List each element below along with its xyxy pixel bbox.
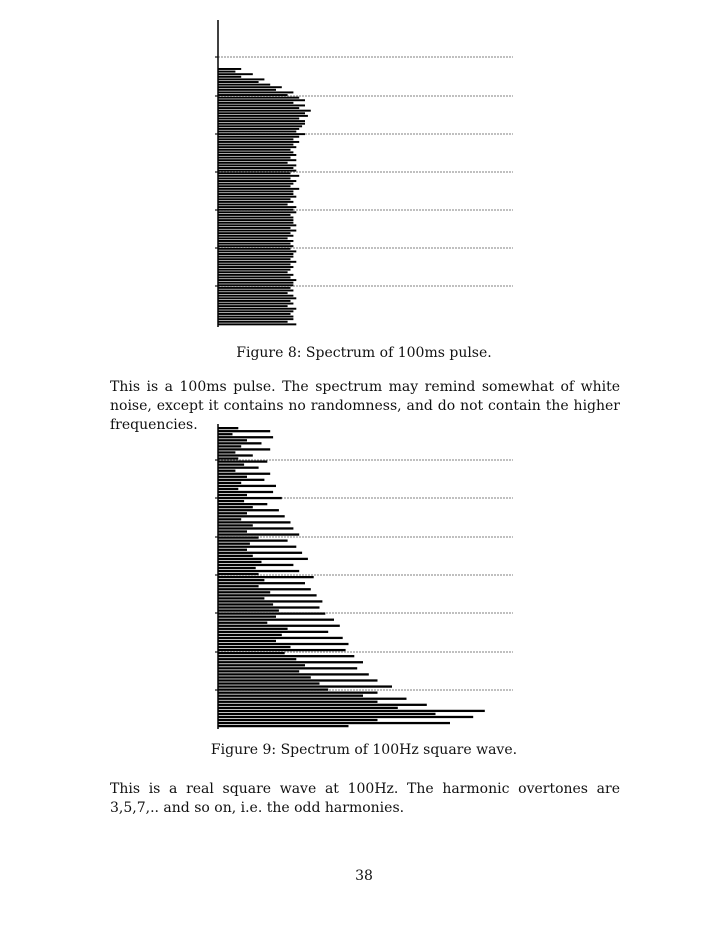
spectrum-bar xyxy=(218,549,247,551)
spectrum-bar xyxy=(218,533,299,535)
spectrum-bar xyxy=(218,482,241,484)
spectrum-bar xyxy=(218,439,247,441)
spectrum-bar xyxy=(218,588,311,590)
figure-9-caption: Figure 9: Spectrum of 100Hz square wave. xyxy=(210,742,518,758)
spectrum-bar xyxy=(218,524,253,526)
spectrum-bar xyxy=(218,321,288,323)
spectrum-bar xyxy=(218,609,279,611)
spectrum-bar xyxy=(218,591,270,593)
spectrum-bar xyxy=(218,120,305,122)
spectrum-bar xyxy=(218,237,288,239)
spectrum-bar xyxy=(218,222,293,224)
spectrum-bar xyxy=(218,594,317,596)
spectrum-bar xyxy=(218,695,363,697)
spectrum-bar xyxy=(218,515,285,517)
spectrum-bar xyxy=(218,201,293,203)
spectrum-bar xyxy=(218,224,296,226)
spectrum-bar xyxy=(218,558,308,560)
spectrum-bar xyxy=(218,707,398,709)
spectrum-bar xyxy=(218,157,291,159)
spectrum-bar xyxy=(218,670,299,672)
spectrum-bar xyxy=(218,436,273,438)
spectrum-bar xyxy=(218,271,288,273)
spectrum-bar xyxy=(218,250,296,252)
spectrum-bar xyxy=(218,295,293,297)
spectrum-bar xyxy=(218,600,322,602)
spectrum-bar xyxy=(218,188,299,190)
figure-8-paragraph: This is a 100ms pulse. The spectrum may remind somewhat of white noise, except it contains no randomness, and do not contain the higher frequencies. xyxy=(110,379,620,433)
spectrum-bar xyxy=(218,217,293,219)
spectrum-bar xyxy=(218,463,244,465)
spectrum-bar xyxy=(218,240,293,242)
spectrum-bar xyxy=(218,536,259,538)
spectrum-bar xyxy=(218,628,288,630)
spectrum-bar xyxy=(218,485,276,487)
spectrum-bar xyxy=(218,518,241,520)
spectrum-bar xyxy=(218,676,311,678)
spectrum-bar xyxy=(218,467,259,469)
spectrum-bar xyxy=(218,73,253,75)
spectrum-bar xyxy=(218,99,305,101)
spectrum-bar xyxy=(218,701,378,703)
spectrum-bar xyxy=(218,460,267,462)
spectrum-bar xyxy=(218,196,296,198)
spectrum-bar xyxy=(218,442,262,444)
spectrum-bar xyxy=(218,688,328,690)
spectrum-bar xyxy=(218,287,291,289)
spectrum-bar xyxy=(218,258,291,260)
spectrum-bar xyxy=(218,476,247,478)
spectrum-bar xyxy=(218,297,296,299)
spectrum-bar xyxy=(218,261,296,263)
spectrum-bar xyxy=(218,282,293,284)
spectrum-bar xyxy=(218,539,288,541)
spectrum-bar xyxy=(218,606,320,608)
spectrum-bar xyxy=(218,643,349,645)
spectrum-bar xyxy=(218,521,291,523)
spectrum-bar xyxy=(218,433,233,435)
spectrum-bar xyxy=(218,76,241,78)
spectrum-bar xyxy=(218,172,291,174)
spectrum-bar xyxy=(218,159,296,161)
spectrum-bar xyxy=(218,457,238,459)
spectrum-bar xyxy=(218,245,293,247)
spectrum-bar xyxy=(218,579,264,581)
spectrum-bar xyxy=(218,716,473,718)
spectrum-bar xyxy=(218,619,334,621)
spectrum-bar xyxy=(218,253,293,255)
spectrum-bar xyxy=(218,227,291,229)
spectrum-bar xyxy=(218,318,293,320)
spectrum-bar xyxy=(218,125,302,127)
spectrum-bar xyxy=(218,646,291,648)
spectrum-bar xyxy=(218,89,276,91)
spectrum-bar xyxy=(218,71,235,73)
spectrum-bar xyxy=(218,149,291,151)
spectrum-bar xyxy=(218,673,369,675)
spectrum-bar xyxy=(218,146,296,148)
spectrum-bar xyxy=(218,658,296,660)
spectrum-bar xyxy=(218,637,343,639)
spectrum-bar xyxy=(218,112,305,114)
spectrum-bar xyxy=(218,276,291,278)
spectrum-bar xyxy=(218,667,357,669)
spectrum-bar xyxy=(218,104,305,106)
spectrum-bar xyxy=(218,230,296,232)
spectrum-bar xyxy=(218,128,299,130)
spectrum-bar xyxy=(218,190,293,192)
spectrum-bar xyxy=(218,612,325,614)
spectrum-bar xyxy=(218,573,259,575)
spectrum-bar xyxy=(218,664,305,666)
spectrum-bar xyxy=(218,232,291,234)
spectrum-bar xyxy=(218,308,296,310)
spectrum-bar xyxy=(218,713,436,715)
spectrum-bar xyxy=(218,115,308,117)
spectrum-bar xyxy=(218,151,293,153)
spectrum-bar xyxy=(218,631,328,633)
spectrum-bar xyxy=(218,682,320,684)
figure-9-paragraph: This is a real square wave at 100Hz. The harmonic overtones are 3,5,7,.. and so on, i.e. the odd harmonies. xyxy=(110,781,620,816)
spectrum-bar xyxy=(218,81,259,83)
spectrum-bar xyxy=(218,177,291,179)
spectrum-bar xyxy=(218,204,288,206)
spectrum-bar xyxy=(218,305,288,307)
spectrum-bar xyxy=(218,454,253,456)
spectrum-bar xyxy=(218,290,293,292)
spectrum-bar xyxy=(218,479,264,481)
page-number: 38 xyxy=(355,868,373,884)
spectrum-bar xyxy=(218,491,273,493)
spectrum-bar xyxy=(218,445,241,447)
spectrum-bar xyxy=(218,451,235,453)
spectrum-bar xyxy=(218,725,349,727)
spectrum-bar xyxy=(218,576,314,578)
spectrum-bar xyxy=(218,180,296,182)
spectrum-bar xyxy=(218,274,293,276)
spectrum-bar xyxy=(218,570,299,572)
spectrum-bar xyxy=(218,175,299,177)
spectrum-bar xyxy=(218,185,291,187)
spectrum-bar xyxy=(218,546,296,548)
spectrum-bar xyxy=(218,488,238,490)
spectrum-bar xyxy=(218,279,296,281)
spectrum-bar xyxy=(218,722,450,724)
spectrum-bar xyxy=(218,248,291,250)
spectrum-bar xyxy=(218,94,288,96)
figure-8-svg xyxy=(215,20,515,327)
spectrum-bar xyxy=(218,133,305,135)
spectrum-bar xyxy=(218,110,311,112)
spectrum-bar xyxy=(218,162,288,164)
spectrum-bar xyxy=(218,698,407,700)
figure-9-spectrum-chart xyxy=(215,424,515,729)
spectrum-bar xyxy=(218,564,293,566)
spectrum-bar xyxy=(218,710,485,712)
spectrum-bar xyxy=(218,170,296,172)
spectrum-bar xyxy=(218,503,267,505)
spectrum-bar xyxy=(218,141,299,143)
spectrum-bar xyxy=(218,235,293,237)
spectrum-bar xyxy=(218,512,247,514)
spectrum-bar xyxy=(218,118,299,120)
spectrum-bar xyxy=(218,86,282,88)
spectrum-bar xyxy=(218,211,296,213)
spectrum-bar xyxy=(218,622,267,624)
spectrum-bar xyxy=(218,97,299,99)
spectrum-bar xyxy=(218,582,305,584)
spectrum-bar xyxy=(218,84,270,86)
spectrum-bar xyxy=(218,243,291,245)
spectrum-bar xyxy=(218,300,291,302)
spectrum-bar xyxy=(218,68,241,70)
spectrum-bar xyxy=(218,209,293,211)
spectrum-bar xyxy=(218,494,247,496)
spectrum-bar xyxy=(218,555,253,557)
spectrum-bar xyxy=(218,198,291,200)
spectrum-bar xyxy=(218,427,238,429)
spectrum-bar xyxy=(218,303,293,305)
spectrum-bar xyxy=(218,123,305,125)
spectrum-bar xyxy=(218,625,340,627)
spectrum-bar xyxy=(218,597,264,599)
spectrum-bar xyxy=(218,263,291,265)
spectrum-bar xyxy=(218,530,247,532)
spectrum-bar xyxy=(218,78,264,80)
spectrum-bar xyxy=(218,661,363,663)
spectrum-bar xyxy=(218,256,293,258)
spectrum-bar xyxy=(218,219,293,221)
figure-8-caption: Figure 8: Spectrum of 100ms pulse. xyxy=(236,345,492,361)
spectrum-bar xyxy=(218,585,259,587)
spectrum-bar xyxy=(218,473,270,475)
spectrum-bar xyxy=(218,193,293,195)
spectrum-bar xyxy=(218,167,293,169)
spectrum-bar xyxy=(218,284,293,286)
spectrum-bar xyxy=(218,497,282,499)
spectrum-bar xyxy=(218,266,293,268)
spectrum-bar xyxy=(218,154,296,156)
spectrum-bar xyxy=(218,91,293,93)
spectrum-bar xyxy=(218,470,235,472)
spectrum-bar xyxy=(218,316,293,318)
spectrum-bar xyxy=(218,685,392,687)
spectrum-bar xyxy=(218,567,256,569)
spectrum-bar xyxy=(218,719,378,721)
spectrum-bar xyxy=(218,164,296,166)
spectrum-bar xyxy=(218,679,378,681)
spectrum-bar xyxy=(218,649,346,651)
spectrum-bar xyxy=(218,500,244,502)
figure-9-svg xyxy=(215,424,515,729)
spectrum-bar xyxy=(218,183,293,185)
spectrum-bar xyxy=(218,640,276,642)
spectrum-bar xyxy=(218,506,253,508)
spectrum-bar xyxy=(218,561,262,563)
spectrum-bar xyxy=(218,509,279,511)
spectrum-bar xyxy=(218,655,354,657)
spectrum-bar xyxy=(218,131,296,133)
spectrum-bar xyxy=(218,603,273,605)
spectrum-bar xyxy=(218,634,282,636)
spectrum-bar xyxy=(218,527,293,529)
spectrum-bar xyxy=(218,138,293,140)
spectrum-bar xyxy=(218,292,288,294)
spectrum-bar xyxy=(218,310,293,312)
spectrum-bar xyxy=(218,206,296,208)
spectrum-bar xyxy=(218,552,302,554)
spectrum-bar xyxy=(218,543,250,545)
spectrum-bar xyxy=(218,313,291,315)
spectrum-bar xyxy=(218,448,270,450)
spectrum-bar xyxy=(218,652,285,654)
spectrum-bar xyxy=(218,102,293,104)
spectrum-bar xyxy=(218,616,276,618)
spectrum-bar xyxy=(218,107,299,109)
spectrum-bar xyxy=(218,323,296,325)
spectrum-bar xyxy=(218,269,291,271)
spectrum-bar xyxy=(218,136,299,138)
spectrum-bar xyxy=(218,214,291,216)
spectrum-bar xyxy=(218,144,293,146)
spectrum-bar xyxy=(218,430,270,432)
spectrum-bar xyxy=(218,692,378,694)
figure-8-spectrum-chart xyxy=(215,20,515,327)
spectrum-bar xyxy=(218,704,427,706)
